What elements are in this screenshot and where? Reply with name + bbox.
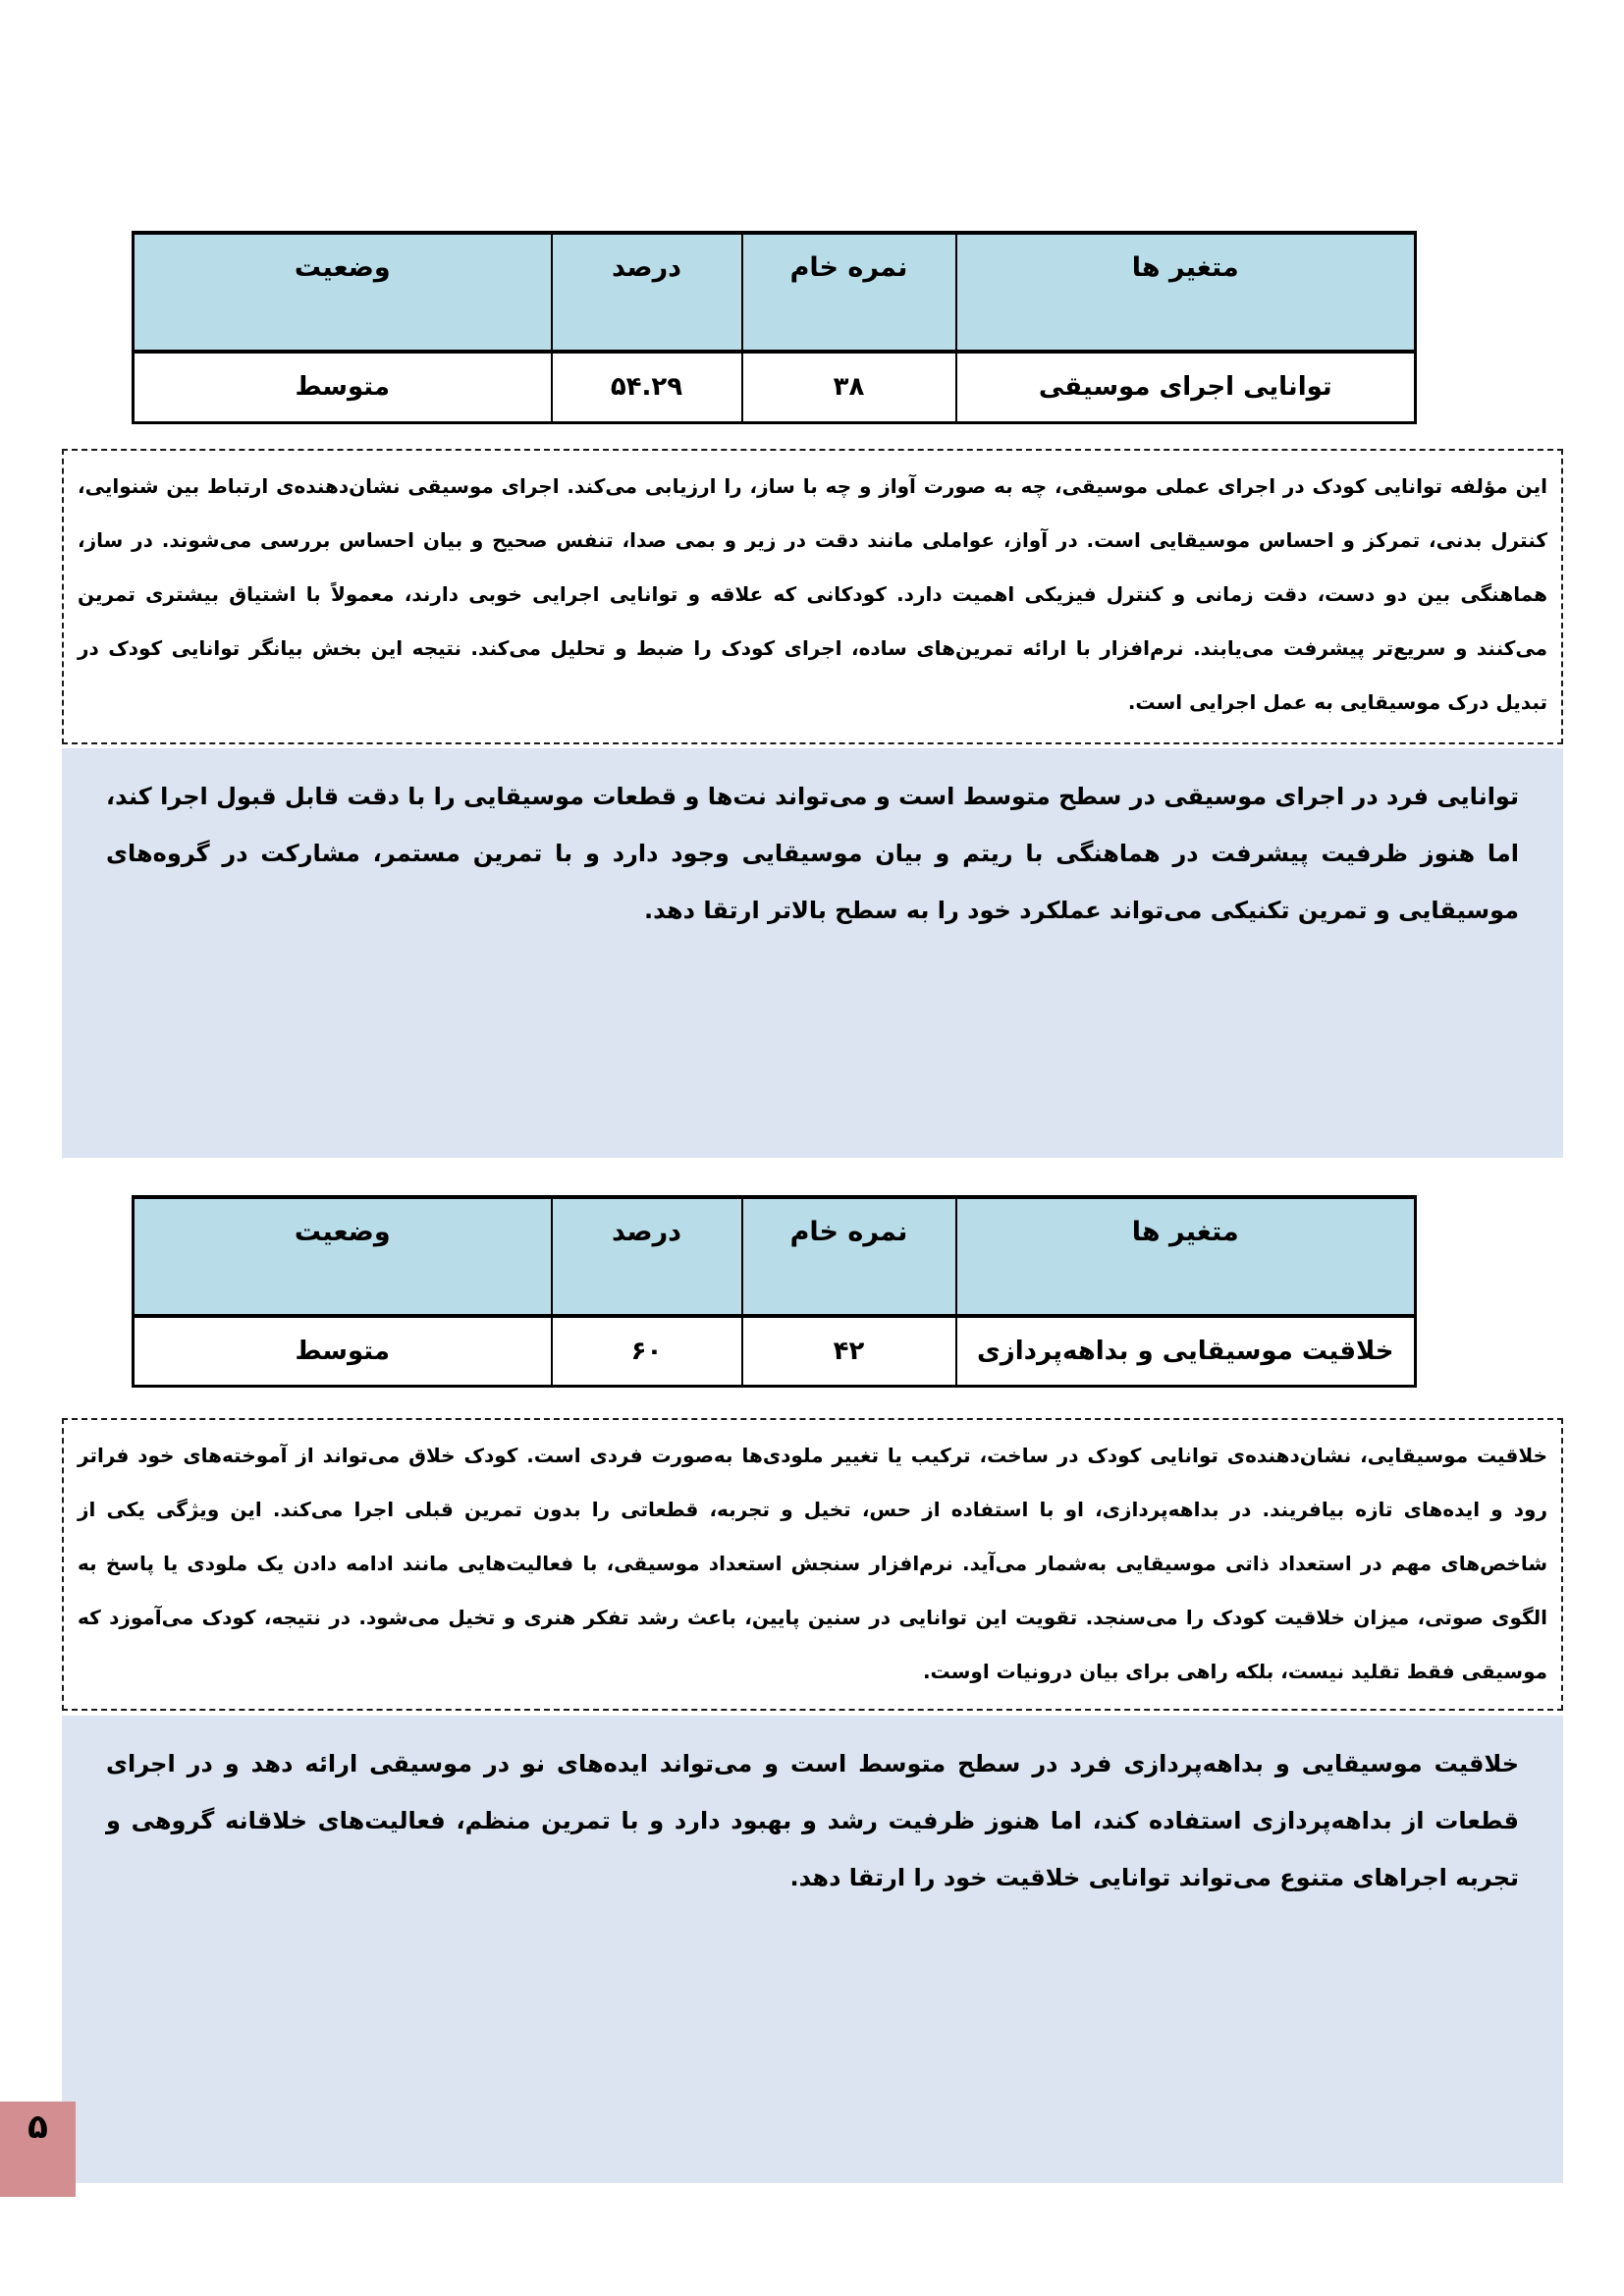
description-block-1: [62, 449, 1563, 744]
description-text-1: این مؤلفه توانایی کودک در اجرای عملی موسیقی، چه به صورت آواز و چه با ساز، را ارزیابی می‌کند. اجرای موسیقی نشان‌دهنده‌ی ارتباط بین شنوایی، کنترل بدنی، تمرکز و احساس موسیقایی است. در آواز، عواملی مانند دقت در زیر و بمی صدا، تنفس صحیح و بیان احساس بررسی می‌شوند. در ساز، هماهنگی بین دو دست، دقت زمانی و کنترل فیزیکی اهمیت دارد. کودکانی که علاقه و توانایی اجرایی خوبی دارند، معمولاً با اشتیاق بیشتری تمرین می‌کنند و سریع‌تر پیشرفت می‌یابند. نرم‌افزار با ارائه تمرین‌های ساده، اجرای کودک را ضبط و تحلیل می‌کند. نتیجه این بخش بیانگر توانایی کودک در تبدیل درک موسیقایی به عمل اجرایی است.: [78, 473, 1547, 714]
status-cell: متوسط: [134, 1316, 552, 1387]
table-row: [134, 1316, 1416, 1387]
header-cell-status: وضعیت: [134, 233, 552, 352]
variable-cell: خلاقیت موسیقایی و بداهه‌پردازی: [956, 1316, 1416, 1387]
scores-table-2: [132, 1195, 1417, 1389]
status-cell: متوسط: [134, 352, 552, 422]
result-text-2: خلاقیت موسیقایی و بداهه‌پردازی فرد در سطح متوسط است و می‌تواند ایده‌های نو در موسیقی ارائه دهد و در اجرای قطعات از بداهه‌پردازی استفاده کند، اما هنوز ظرفیت رشد و بهبود دارد و با تمرین منظم، فعالیت‌های خلاقانه گروهی و تجربه اجراهای متنوع می‌تواند توانایی خلاقیت خود را ارتقا دهد.: [106, 1750, 1519, 1891]
header-cell-percent: درصد: [552, 1197, 742, 1316]
header-cell-variables: متغیر ها: [956, 233, 1416, 352]
table-row: [134, 352, 1416, 422]
result-text-1: توانایی فرد در اجرای موسیقی در سطح متوسط است و می‌تواند نت‌ها و قطعات موسیقایی را با دقت قابل قبول اجرا کند، اما هنوز ظرفیت پیشرفت در هماهنگی با ریتم و بیان موسیقایی وجود دارد و با تمرین مستمر، مشارکت در گروه‌های موسیقایی و تمرین تکنیکی می‌تواند عملکرد خود را به سطح بالاتر ارتقا دهد.: [106, 782, 1519, 924]
table-header-row: [134, 233, 1416, 352]
percent-cell: ۵۴.۲۹: [552, 352, 742, 422]
variable-cell: توانایی اجرای موسیقی: [956, 352, 1416, 422]
header-cell-raw-score: نمره خام: [742, 1197, 956, 1316]
header-cell-status: وضعیت: [134, 1197, 552, 1316]
result-block-2: [62, 1716, 1563, 2183]
header-cell-variables: متغیر ها: [956, 1197, 1416, 1316]
raw-score-cell: ۴۲: [742, 1316, 956, 1387]
raw-score-cell: ۳۸: [742, 352, 956, 422]
table-header-row: [134, 1197, 1416, 1316]
page-number-badge: [0, 2102, 76, 2197]
percent-cell: ۶۰: [552, 1316, 742, 1387]
result-block-1: [62, 748, 1563, 1158]
header-cell-percent: درصد: [552, 233, 742, 352]
description-block-2: [62, 1418, 1563, 1711]
page-number: ۵: [27, 2107, 48, 2147]
header-cell-raw-score: نمره خام: [742, 233, 956, 352]
description-text-2: خلاقیت موسیقایی، نشان‌دهنده‌ی توانایی کودک در ساخت، ترکیب یا تغییر ملودی‌ها به‌صورت فردی است. کودک خلاق می‌تواند از آموخته‌های خود فراتر رود و ایده‌های تازه بیافریند. در بداهه‌پردازی، او با استفاده از حس، تخیل و تجربه، قطعاتی را بدون تمرین قبلی اجرا می‌کند. این ویژگی یکی از شاخص‌های مهم در استعداد ذاتی موسیقایی به‌شمار می‌آید. نرم‌افزار سنجش استعداد موسیقی، با فعالیت‌هایی مانند ادامه دادن یک ملودی یا پاسخ به الگوی صوتی، میزان خلاقیت کودک را می‌سنجد. تقویت این توانایی در سنین پایین، باعث رشد تفکر هنری و تخیل می‌شود. در نتیجه، کودک می‌آموزد که موسیقی فقط تقلید نیست، بلکه راهی برای بیان درونیات اوست.: [78, 1444, 1547, 1683]
scores-table-1: [132, 231, 1417, 424]
